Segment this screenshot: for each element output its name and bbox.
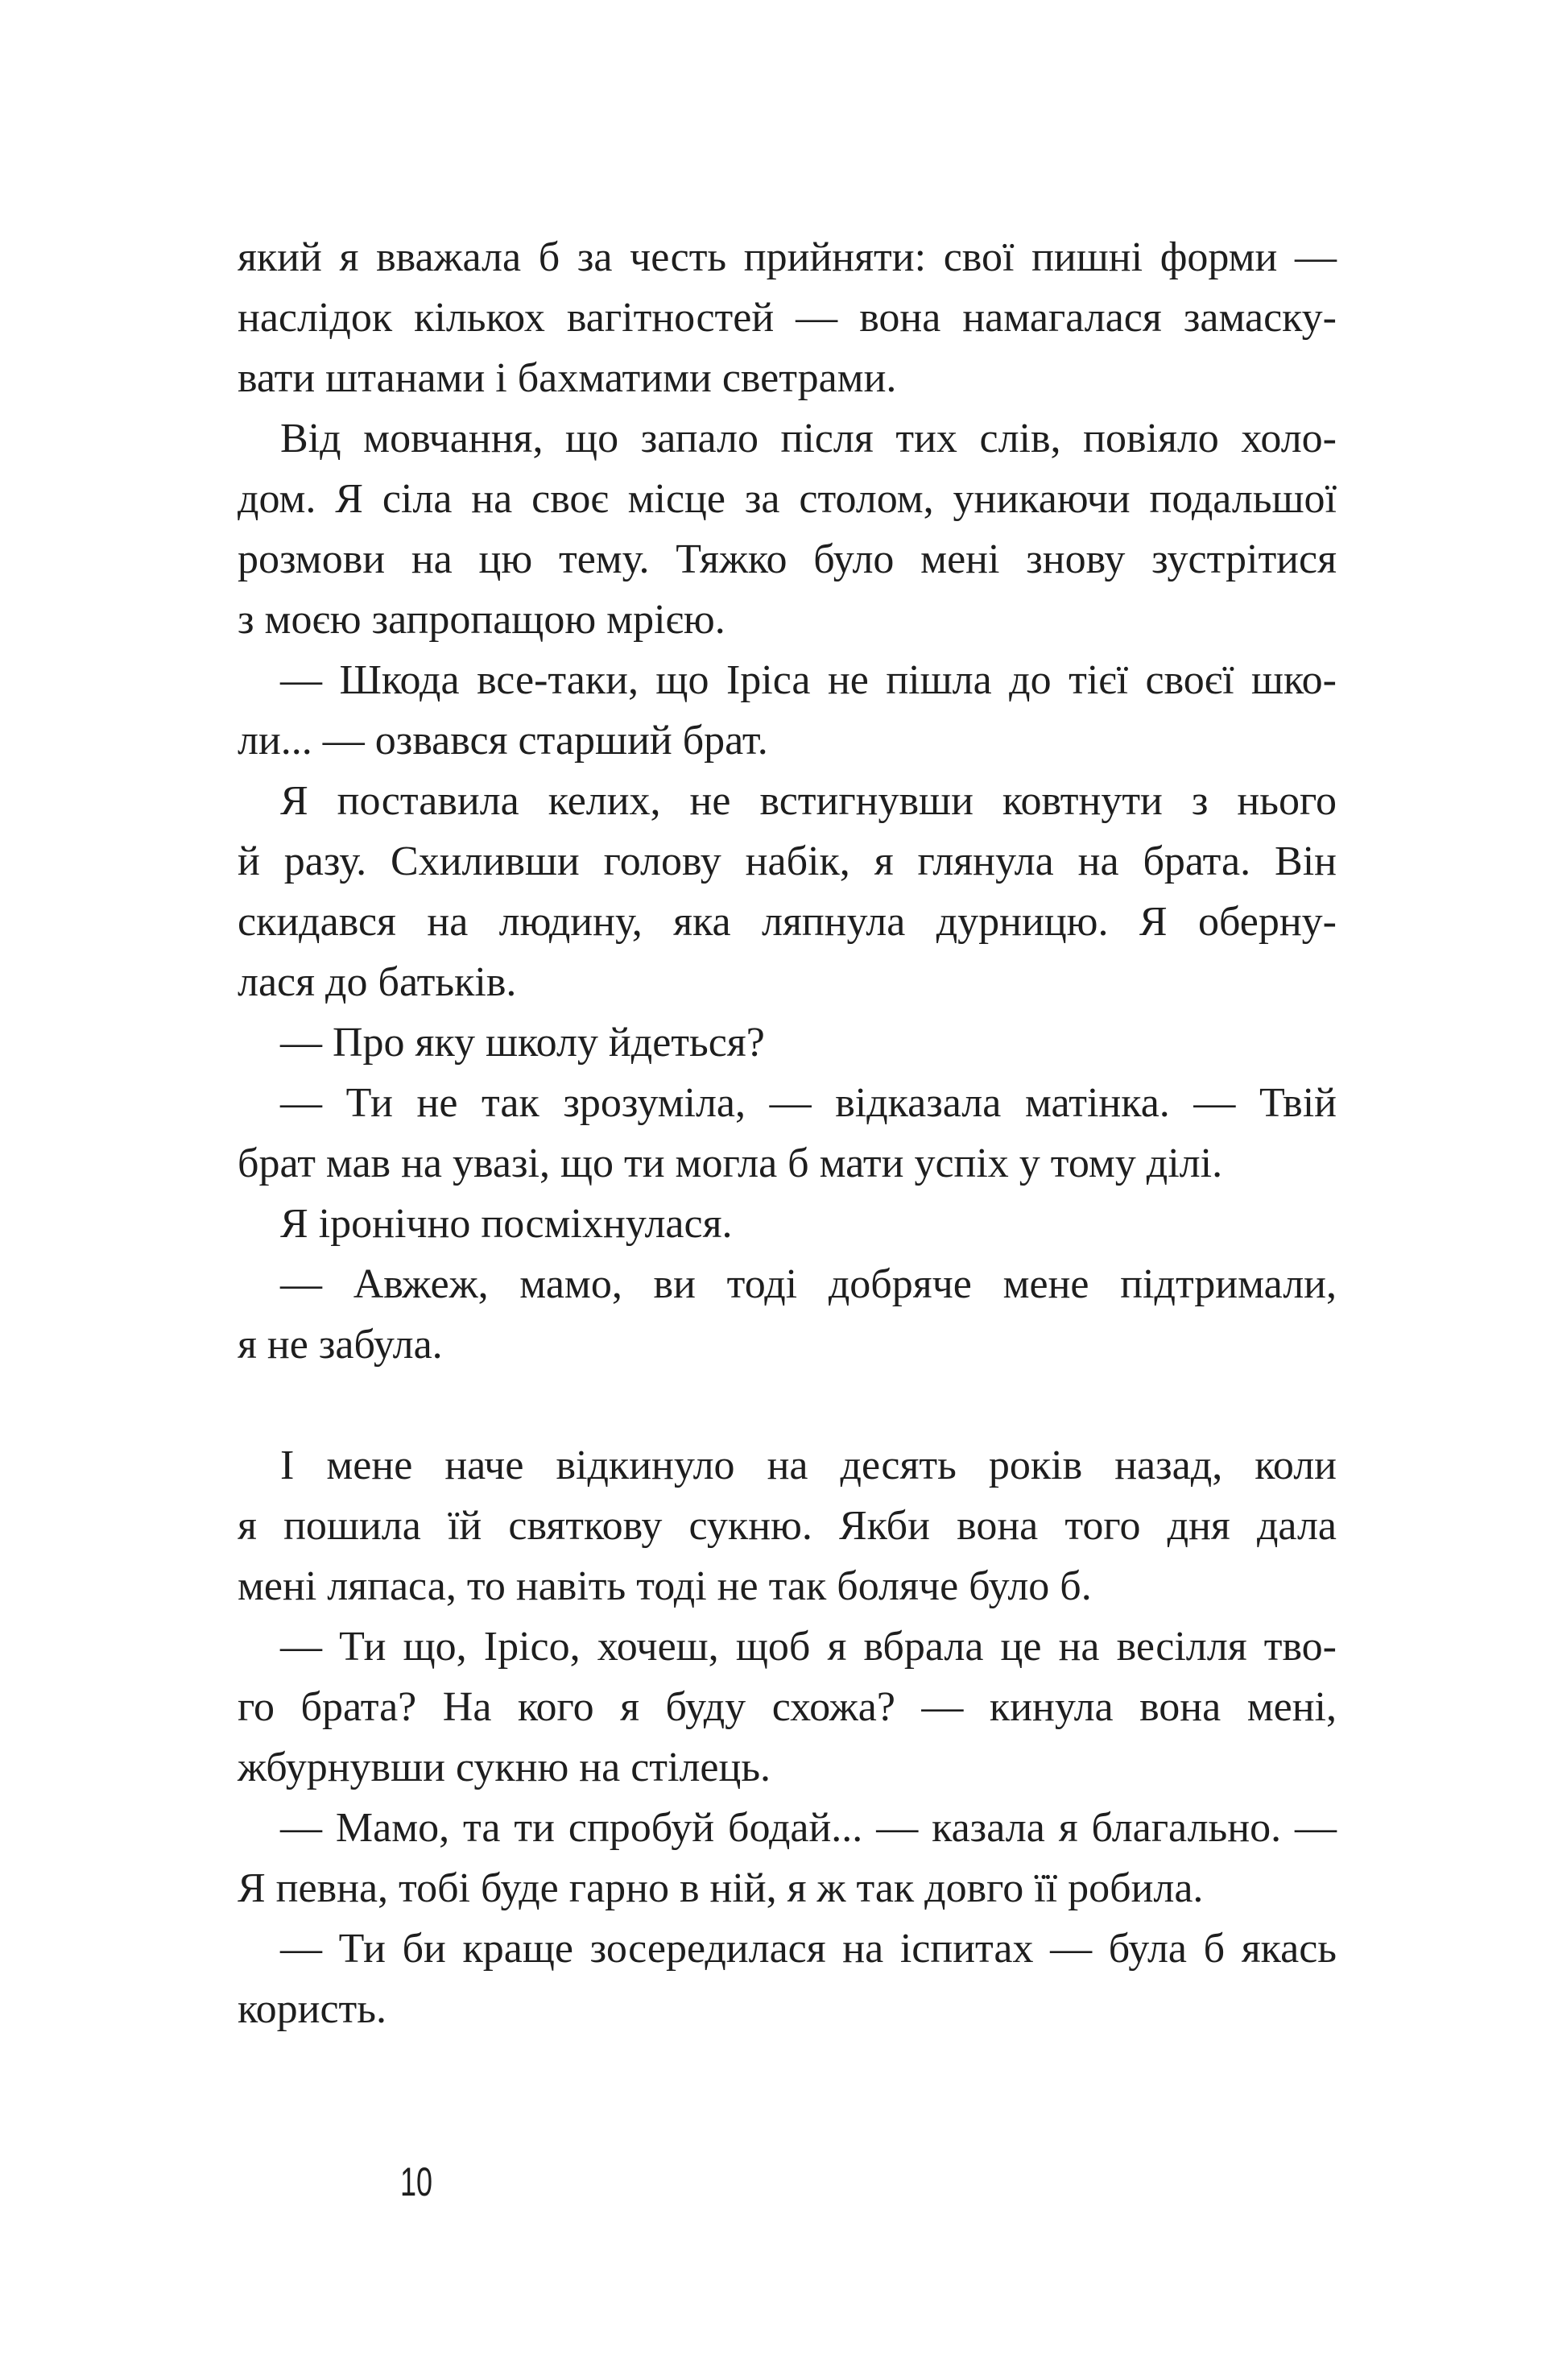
text-line: з моєю запропащою мрією. [238, 597, 725, 643]
paragraph [238, 1012, 1337, 1073]
text-line: го брата? На кого я буду схожа? — кинула вона мені, [238, 1684, 1337, 1730]
text-line: я пошила їй святкову сукню. Якби вона того дня дала [238, 1503, 1337, 1549]
text-line: який я вважала б за честь прийняти: свої пишні форми — [238, 234, 1337, 280]
text-line: — Ти що, Ірісо, хочеш, щоб я вбрала це на весілля тво- [280, 1624, 1337, 1670]
text-line: дом. Я сіла на своє місце за столом, уникаючи подальшої [238, 476, 1337, 522]
text-line: Від мовчання, що запало після тих слів, повіяло холо- [280, 416, 1337, 462]
text-line: жбурнувши сукню на стілець. [238, 1745, 771, 1790]
text-line: розмови на цю тему. Тяжко було мені знову зустрітися [238, 536, 1337, 582]
text-line: я не забула. [238, 1322, 443, 1368]
text-line: мені ляпаса, то навіть тоді не так боляче було б. [238, 1563, 1092, 1609]
text-line: Я іронічно посміхнулася. [280, 1201, 733, 1247]
text-line: — Шкода все-таки, що Іріса не пішла до тієї своєї шко- [280, 657, 1337, 703]
text-line: лася до батьків. [238, 959, 517, 1005]
paragraph [238, 650, 1337, 771]
paragraph [238, 1254, 1337, 1375]
paragraph [238, 771, 1337, 1012]
page-number: 10 [400, 2159, 433, 2204]
text-line: брат мав на увазі, що ти могла б мати успіх у тому ділі. [238, 1140, 1223, 1186]
text-line: Я певна, тобі буде гарно в ній, я ж так довго її робила. [238, 1865, 1204, 1911]
text-line: скидався на людину, яка ляпнула дурницю. Я оберну- [238, 899, 1337, 945]
text-line: — Ти би краще зосередилася на іспитах — була б якась [280, 1926, 1337, 1972]
section-break [238, 1375, 1337, 1435]
text-line: І мене наче відкинуло на десять років назад, коли [280, 1442, 1337, 1488]
text-line: — Про яку школу йдеться? [280, 1020, 765, 1066]
text-line: Я поставила келих, не встигнувши ковтнути з нього [280, 778, 1337, 824]
paragraph [238, 1073, 1337, 1194]
text-line: користь. [238, 1986, 386, 2032]
text-line: вати штанами і бахматими светрами. [238, 355, 897, 401]
paragraph [238, 1798, 1337, 1918]
text-line: — Ти не так зрозуміла, — відказала матінка. — Твій [280, 1080, 1337, 1126]
paragraph [238, 1616, 1337, 1798]
paragraph [238, 1435, 1337, 1616]
text-line: — Авжеж, мамо, ви тоді добряче мене підтримали, [280, 1261, 1337, 1307]
text-line: — Мамо, та ти спробуй бодай... — казала я благально. — [280, 1805, 1337, 1851]
text-line: наслідок кількох вагітностей — вона намагалася замаску- [238, 295, 1337, 341]
paragraph [238, 1918, 1337, 2039]
paragraph [238, 1194, 1337, 1254]
paragraph [238, 408, 1337, 650]
text-line: й разу. Схиливши голову набік, я глянула на брата. Він [238, 838, 1337, 884]
page-body-text [238, 227, 1337, 2039]
text-line: ли... — озвався старший брат. [238, 718, 768, 764]
paragraph [238, 227, 1337, 408]
